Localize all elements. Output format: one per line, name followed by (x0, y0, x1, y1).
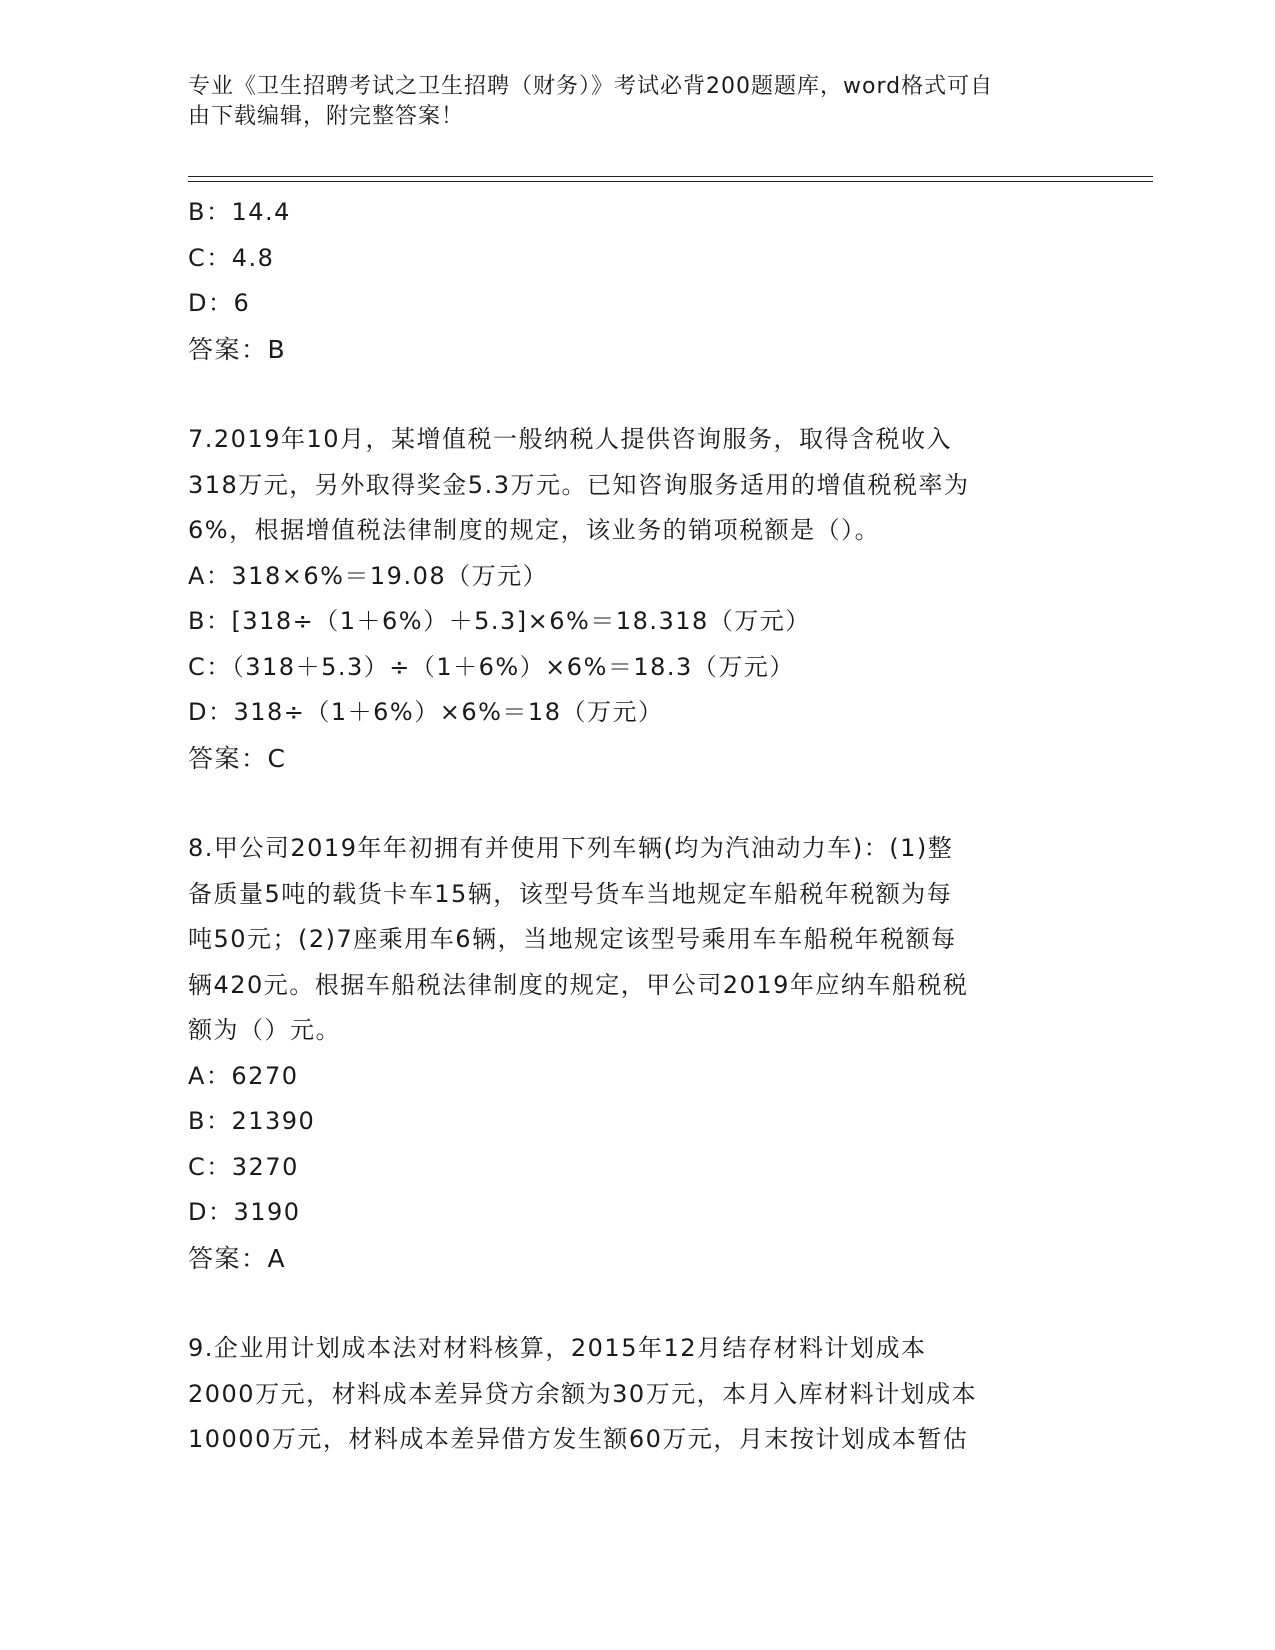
q7-option-a: A：318×6%＝19.08（万元） (188, 561, 549, 590)
q6-option-b: B：14.4 (188, 198, 291, 226)
q6-option-d: D：6 (188, 289, 251, 317)
q7-option-c: C：（318＋5.3）÷（1＋6%）×6%＝18.3（万元） (188, 652, 795, 681)
spacer (188, 781, 1088, 826)
header-title-line-2: 由下载编辑，附完整答案！ (188, 104, 465, 129)
spacer (188, 372, 1088, 417)
q8-answer: 答案：A (188, 1243, 287, 1273)
question-7 (188, 417, 1088, 781)
q8-stem-line: 额为（）元。 (188, 1016, 341, 1044)
q8-stem-line: 辆420元。根据车船税法律制度的规定，甲公司2019年应纳车船税税 (188, 970, 969, 999)
q9-stem-line: 2000万元，材料成本差异贷方余额为30万元，本月入库材料计划成本 (188, 1379, 978, 1408)
question-6 (188, 190, 1088, 372)
spacer (188, 1281, 1088, 1326)
q7-stem-line: 7.2019年10月，某增值税一般纳税人提供咨询服务，取得含税收入 (188, 425, 953, 453)
q7-answer: 答案：C (188, 743, 287, 773)
document-body (188, 190, 1088, 1463)
q6-answer: 答案：B (188, 334, 287, 364)
q7-stem-line: 6%，根据增值税法律制度的规定，该业务的销项税额是（）。 (188, 516, 881, 544)
q6-option-c: C：4.8 (188, 243, 275, 272)
question-9 (188, 1326, 1088, 1463)
question-8 (188, 826, 1088, 1281)
q9-stem-line: 9.企业用计划成本法对材料核算，2015年12月结存材料计划成本 (188, 1334, 927, 1362)
page-header (188, 72, 1068, 132)
q8-stem-line: 吨50元；(2)7座乘用车6辆，当地规定该型号乘用车车船税年税额每 (188, 925, 957, 953)
q8-option-d: D：3190 (188, 1198, 301, 1226)
q7-stem-line: 318万元，另外取得奖金5.3万元。已知咨询服务适用的增值税税率为 (188, 470, 970, 499)
q7-option-b: B：[318÷（1＋6%）＋5.3]×6%＝18.318（万元） (188, 607, 811, 635)
q8-option-b: B：21390 (188, 1107, 316, 1135)
header-divider-bottom (188, 181, 1153, 182)
q8-option-a: A：6270 (188, 1061, 299, 1090)
q8-stem-line: 备质量5吨的载货卡车15辆，该型号货车当地规定车船税年税额为每 (188, 879, 953, 908)
header-divider-top (188, 176, 1153, 177)
q9-stem-line: 10000万元，材料成本差异借方发生额60万元，月末按计划成本暂估 (188, 1425, 969, 1453)
q8-option-c: C：3270 (188, 1152, 299, 1181)
q8-stem-line: 8.甲公司2019年年初拥有并使用下列车辆(均为汽油动力车)：(1)整 (188, 834, 954, 862)
header-title-line-1: 专业《卫生招聘考试之卫生招聘（财务）》考试必背200题题库，word格式可自 (188, 74, 994, 99)
q7-option-d: D：318÷（1＋6%）×6%＝18（万元） (188, 698, 664, 726)
